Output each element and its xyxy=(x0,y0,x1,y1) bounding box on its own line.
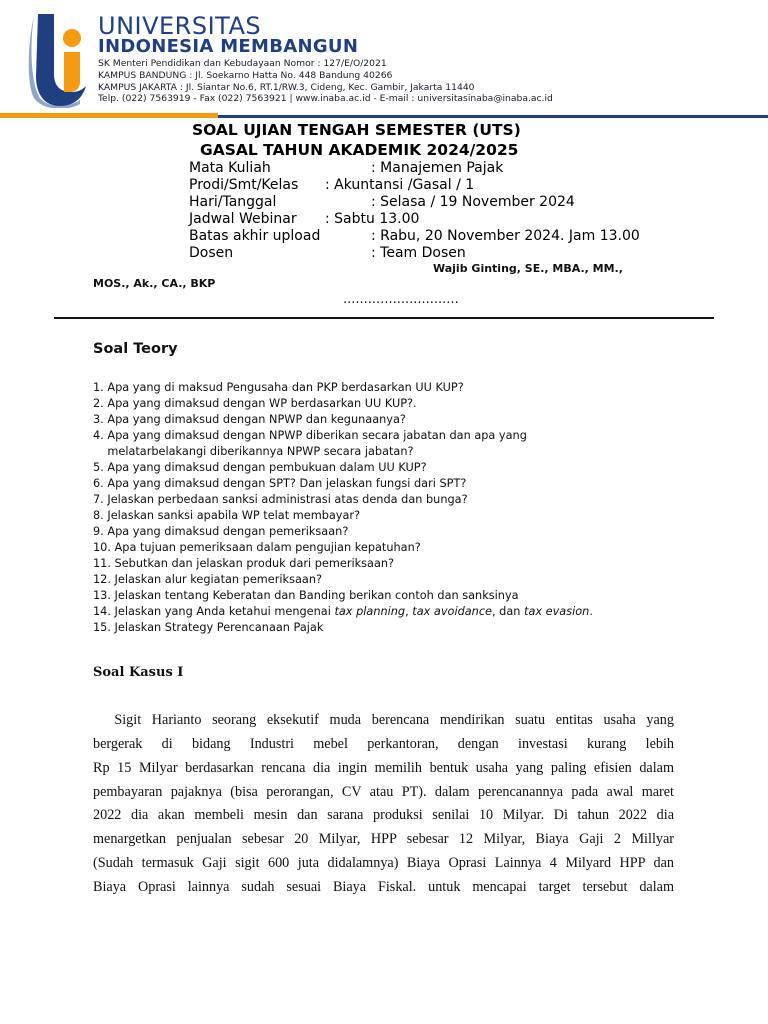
info-value: : Team Dosen xyxy=(371,245,466,261)
header-rule-navy xyxy=(218,115,768,118)
question-item: 2. Apa yang dimaksud dengan WP berdasarkan UU KUP?. xyxy=(93,397,417,410)
question-item: 5. Apa yang dimaksud dengan pembukuan dalam UU KUP? xyxy=(93,461,427,474)
teory-heading: Soal Teory xyxy=(93,341,178,357)
question-item: 3. Apa yang dimaksud dengan NPWP dan kegunaanya? xyxy=(93,413,406,426)
info-value: : Selasa / 19 November 2024 xyxy=(371,194,575,210)
case-paragraph-line: (Sudah termasuk Gaji sigit 600 juta didalamnya) Biaya Oprasi Lainnya 4 Milyard HPP dan xyxy=(93,855,674,871)
exam-title-line2: GASAL TAHUN AKADEMIK 2024/2025 xyxy=(200,141,519,159)
info-row-prodi xyxy=(189,177,709,195)
sk-decree: SK Menteri Pendidikan dan Kebudayaan Nomor : 127/E/O/2021 xyxy=(98,58,387,69)
info-label: Batas akhir upload xyxy=(189,228,321,244)
info-row-mata-kuliah xyxy=(189,160,709,178)
exam-title-line1: SOAL UJIAN TENGAH SEMESTER (UTS) xyxy=(192,121,521,139)
term-tax-evasion: tax evasion xyxy=(524,605,590,618)
info-row-jadwal-webinar xyxy=(189,211,709,229)
info-value: : Rabu, 20 November 2024. Jam 13.00 xyxy=(371,228,640,244)
case-paragraph-line: Sigit Harianto seorang eksekutif muda berencana mendirikan suatu entitas usaha yang xyxy=(93,712,674,728)
university-name-line2: INDONESIA MEMBANGUN xyxy=(98,36,359,57)
question-item: 1. Apa yang di maksud Pengusaha dan PKP berdasarkan UU KUP? xyxy=(93,381,464,394)
question-item: 8. Jelaskan sanksi apabila WP telat membayar? xyxy=(93,509,361,522)
question-item: 9. Apa yang dimaksud dengan pemeriksaan? xyxy=(93,525,349,538)
question-item: 7. Jelaskan perbedaan sanksi administrasi atas denda dan bunga? xyxy=(93,493,468,506)
question-item: 13. Jelaskan tentang Keberatan dan Banding berikan contoh dan sanksinya xyxy=(93,589,519,602)
info-label: Hari/Tanggal xyxy=(189,194,277,210)
q14-sep2: , dan xyxy=(492,605,525,618)
question-item-14 xyxy=(93,605,593,618)
case-paragraph-line: Rp 15 Milyar berdasarkan rencana dia ingin memilih bentuk usaha yang paling efisien dalam xyxy=(93,760,674,776)
case-paragraph-line: Biaya Oprasi lainnya sudah sesuai Biaya Fiskal. untuk mencapai target tersebut dalam xyxy=(93,879,674,895)
question-item: 11. Sebutkan dan jelaskan produk dari pemeriksaan? xyxy=(93,557,395,570)
question-item: 15. Jelaskan Strategy Perencanaan Pajak xyxy=(93,621,324,634)
kasus-heading: Soal Kasus I xyxy=(93,665,184,680)
term-tax-avoidance: tax avoidance xyxy=(412,605,492,618)
q14-sep1: , xyxy=(405,605,413,618)
dosen-names: Wajib Ginting, SE., MBA., MM., xyxy=(433,262,623,275)
address-bandung: KAMPUS BANDUNG : Jl. Soekarno Hatta No. 448 Bandung 40266 xyxy=(98,70,393,81)
university-name-line1: UNIVERSITAS xyxy=(98,12,262,40)
q14-prefix: 14. Jelaskan yang Anda ketahui mengenai xyxy=(93,605,335,618)
info-label: Jadwal Webinar xyxy=(189,211,297,227)
info-label: Prodi/Smt/Kelas xyxy=(189,177,299,193)
q14-end: . xyxy=(589,605,593,618)
info-label: Dosen xyxy=(189,245,234,261)
info-label: Mata Kuliah xyxy=(189,160,271,176)
question-item: 10. Apa tujuan pemeriksaan dalam pengujian kepatuhan? xyxy=(93,541,421,554)
section-divider xyxy=(54,317,714,319)
info-row-hari-tanggal xyxy=(189,194,709,212)
term-tax-planning: tax planning xyxy=(334,605,406,618)
address-jakarta: KAMPUS JAKARTA : Jl. Siantar No.6, RT.1/RW.3, Cideng, Kec. Gambir, Jakarta 11440 xyxy=(98,82,475,93)
university-logo xyxy=(28,12,90,108)
case-paragraph-line: pembayaran pajaknya (bisa perorangan, CV atau PT). dalam perencanannya pada awal maret xyxy=(93,784,674,800)
question-item-continued: melatarbelakangi diberikannya NPWP secara jabatan? xyxy=(93,445,414,458)
contact-line: Telp. (022) 7563919 - Fax (022) 7563921 | www.inaba.ac.id - E-mail : universitasinaba@inaba.ac.id xyxy=(98,93,553,104)
info-value: : Sabtu 13.00 xyxy=(325,211,420,227)
question-item: 6. Apa yang dimaksud dengan SPT? Dan jelaskan fungsi dari SPT? xyxy=(93,477,467,490)
dotted-line: ............................ xyxy=(343,292,459,307)
info-row-batas-upload xyxy=(189,228,709,246)
question-item: 12. Jelaskan alur kegiatan pemeriksaan? xyxy=(93,573,322,586)
question-item: 4. Apa yang dimaksud dengan NPWP diberikan secara jabatan dan apa yang xyxy=(93,429,527,442)
dosen-names-continued: MOS., Ak., CA., BKP xyxy=(93,277,216,290)
info-value: : Manajemen Pajak xyxy=(371,160,504,176)
case-paragraph-line: bergerak di bidang Industri mebel perkantoran, dengan investasi kurang lebih xyxy=(93,736,674,752)
info-row-dosen xyxy=(189,245,709,263)
header-rule-orange xyxy=(0,113,218,118)
case-paragraph-line: 2022 dia akan membeli mesin dan sarana produksi senilai 10 Milyar. Di tahun 2022 dia xyxy=(93,807,674,823)
info-value: : Akuntansi /Gasal / 1 xyxy=(325,177,475,193)
case-paragraph-line: menargetkan penjualan sebesar 20 Milyar, HPP sebesar 12 Milyar, Biaya Gaji 2 Millyar xyxy=(93,831,674,847)
